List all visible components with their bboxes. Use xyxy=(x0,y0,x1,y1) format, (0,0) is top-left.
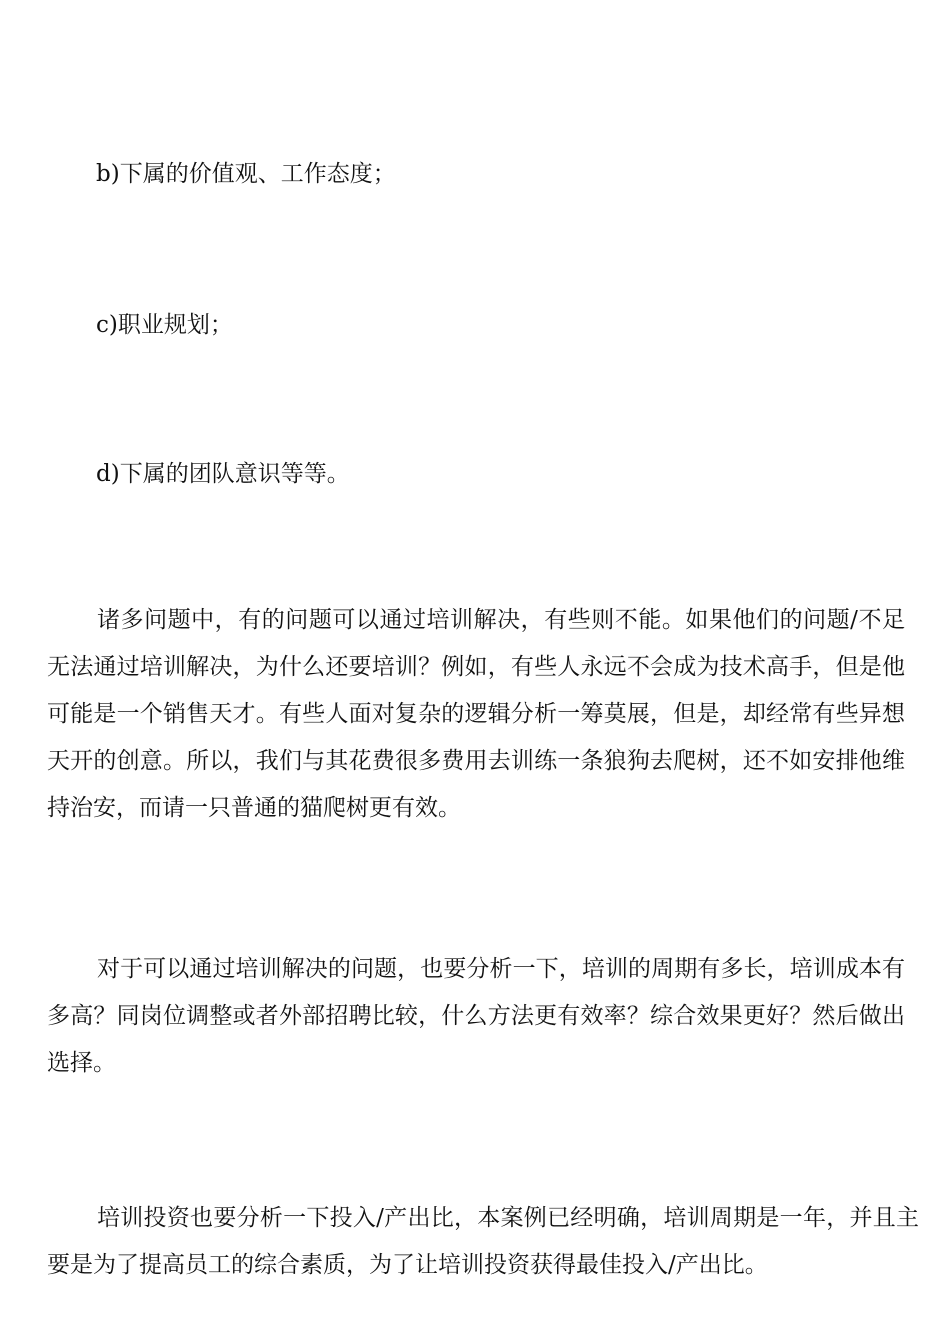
list-item-d: d)下属的团队意识等等。 xyxy=(96,461,350,487)
paragraph-training-problems: 诸多问题中，有的问题可以通过培训解决，有些则不能。如果他们的问题/不足无法通过培训解决，为什么还要培训？例如，有些人永远不会成为技术高手，但是他可能是一个销售天才。有些人面对复杂的逻辑分析一筹莫展，但是，却经常有些异想天开的创意。所以，我们与其花费很多费用去训练一条狼狗去爬树，还不如安排他维持治安，而请一只普通的猫爬树更有效。 xyxy=(47,607,905,821)
list-item-b: b)下属的价值观、工作态度； xyxy=(96,161,396,187)
paragraph-training-cost: 对于可以通过培训解决的问题，也要分析一下，培训的周期有多长，培训成本有多高？同岗位调整或者外部招聘比较，什么方法更有效率？综合效果更好？然后做出选择。 xyxy=(47,956,905,1076)
paragraph-training-investment: 培训投资也要分析一下投入/产出比，本案例已经明确，培训周期是一年，并且主要是为了提高员工的综合素质，为了让培训投资获得最佳投入/产出比。 xyxy=(47,1205,919,1278)
list-item-c: c)职业规划； xyxy=(96,312,233,338)
